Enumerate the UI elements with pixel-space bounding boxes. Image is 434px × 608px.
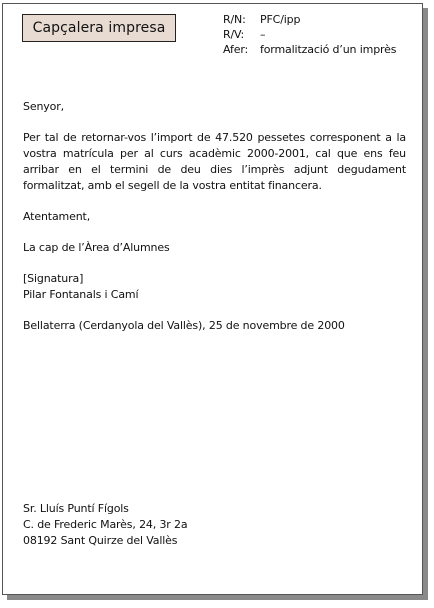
signer-title: La cap de l’Àrea d’Alumnes bbox=[23, 241, 170, 254]
ref-key: R/V: bbox=[223, 28, 245, 41]
salutation: Senyor, bbox=[23, 100, 64, 113]
ref-value: – bbox=[260, 28, 266, 41]
signature-placeholder: [Signatura] bbox=[23, 272, 84, 285]
letter-page bbox=[2, 3, 423, 595]
recipient-city: 08192 Sant Quirze del Vallès bbox=[23, 534, 178, 547]
ref-row-rn bbox=[223, 12, 396, 27]
ref-value: formalització d’un imprès bbox=[260, 43, 397, 56]
ref-key: R/N: bbox=[223, 13, 246, 26]
ref-key: Afer: bbox=[223, 43, 249, 56]
printed-header-box: Capçalera impresa bbox=[22, 14, 176, 42]
ref-row-afer bbox=[223, 42, 396, 57]
letter-body bbox=[23, 99, 406, 334]
place-date: Bellaterra (Cerdanyola del Vallès), 25 de novembre de 2000 bbox=[23, 319, 345, 332]
recipient-address bbox=[23, 501, 187, 549]
reference-block bbox=[223, 12, 396, 57]
ref-value: PFC/ipp bbox=[260, 13, 301, 26]
closing: Atentament, bbox=[23, 210, 91, 223]
recipient-name: Sr. Lluís Puntí Fígols bbox=[23, 502, 129, 515]
recipient-street: C. de Frederic Marès, 24, 3r 2a bbox=[23, 518, 188, 531]
ref-row-rv bbox=[223, 27, 396, 42]
main-paragraph: Per tal de retornar-vos l’import de 47.520 pessetes corresponent a la vostra matrícula per al curs acadèmic 2000-2001, cal que ens feu arribar en el termini de deu dies l’imprès adjunt degudament formalitzat, amb el segell de la vostra entitat financera. bbox=[23, 131, 406, 192]
signer-name: Pilar Fontanals i Camí bbox=[23, 288, 139, 301]
